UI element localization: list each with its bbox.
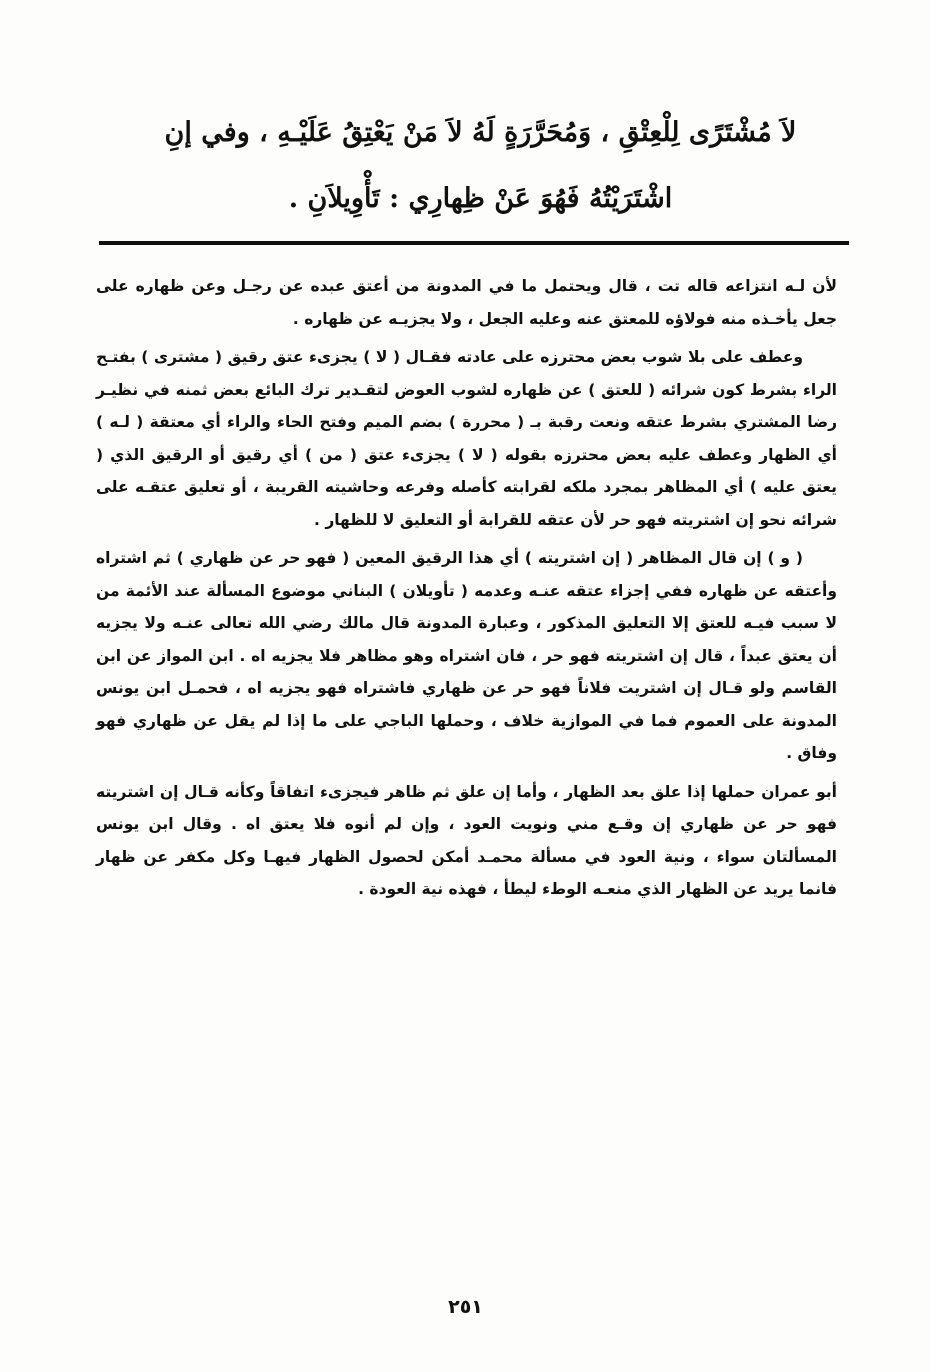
commentary-paragraph-4: أبو عمران حملها إذا علق بعد الظهار ، وأما إن علق ثم ظاهر فيجزىء اتفاقاً وكأنه قـال إن اشتريته فهو حر عن ظهاري إن وقـع مني ونويت العود ، وإن لم أنوه فلا يعتق اه . وقال ابن يونس المسألتان سواء ، ونية العود في مسألة محمـد أمكن لحصول الظهار فيهـا وكل مكفر عن ظهار فانما يريد عن الظهار الذي منعـه الوطء ليطأ ، فهذه نية العودة . bbox=[96, 782, 837, 898]
commentary-paragraph-3: ( و ) إن قال المظاهر ( إن اشتريته ) أي هذا الرقيق المعين ( فهو حر عن ظهاري ) ثم اشتراه وأعتقه عن ظهاره ففي إجزاء عتقه عنـه وعدمه ( تأويلان ) البناني موضوع المسألة عند الأئمة من لا سبب فيـه للعتق إلا التعليق المذكور ، وعبارة المدونة قال مالك رضي الله تعالى عنـه ولا يجزيه أن يعتق عبداً ، قال إن اشتريته فهو حر ، فان اشتراه وهو مظاهر فلا يجزيه اه . ابن المواز عن ابن القاسم ولو قـال إن اشتريت فلاناً فهو حر عن ظهاري فاشتراه فهو يجزيه اه ، فحمـل ابن يونس المدونة على العموم فما في الموازية خلاف ، وحملها الباجي على ما إذا لم يقل عن ظهاري فهو وفاق . bbox=[96, 549, 837, 762]
matn-text bbox=[150, 100, 811, 232]
matn-line-1: لاَ مُشْتَرًى لِلْعِتْقِ ، وَمُحَرَّرَةٍ لَهُ لاَ مَنْ يَعْتِقُ عَلَيْـهِ ، وفي إنِ bbox=[164, 117, 797, 148]
matn-line-2: اشْتَرَيْتُهُ فَهُوَ عَنْ ظِهارِي : تَأْوِيلاَنِ . bbox=[288, 183, 673, 214]
commentary-paragraph-2: وعطف على بلا شوب بعض محترزه على عادته فقـال ( لا ) يجزىء عتق رقيق ( مشترى ) بفتـح الراء بشرط كون شرائه ( للعتق ) عن ظهاره لشوب العوض لتقـدير ترك البائع بعض ثمنه في نظيـر رضا المشتري بشرط عتقه ونعت رقبة بـ ( محررة ) بضم الميم وفتح الحاء والراء أي معتقة ( لـه ) أي الظهار وعطف عليه بعض محترزه بقوله ( لا ) يجزىء عتق ( من ) أي رقيق أو الرقيق الذي ( يعتق عليه ) أي المظاهر بمجرد ملكه لقرابته كأصله وفرعه وحاشيته القريبة ، أو تعليق عتقـه على شرائه نحو إن اشتريته فهو حر لأن عتقه للقرابة أو التعليق لا للظهار . bbox=[96, 348, 837, 529]
commentary-text bbox=[96, 270, 837, 912]
separator-rule bbox=[99, 241, 849, 245]
page-number: ٢٥١ bbox=[448, 1296, 483, 1318]
commentary-paragraph-1: لأن لـه انتزاعه قاله تت ، قال ويحتمل ما في المدونة من أعتق عبده عن رجـل وعن ظهاره على جعل يأخـذه منه فولاؤه للمعتق عنه وعليه الجعل ، ولا يجزيـه عن ظهاره . bbox=[96, 277, 837, 328]
